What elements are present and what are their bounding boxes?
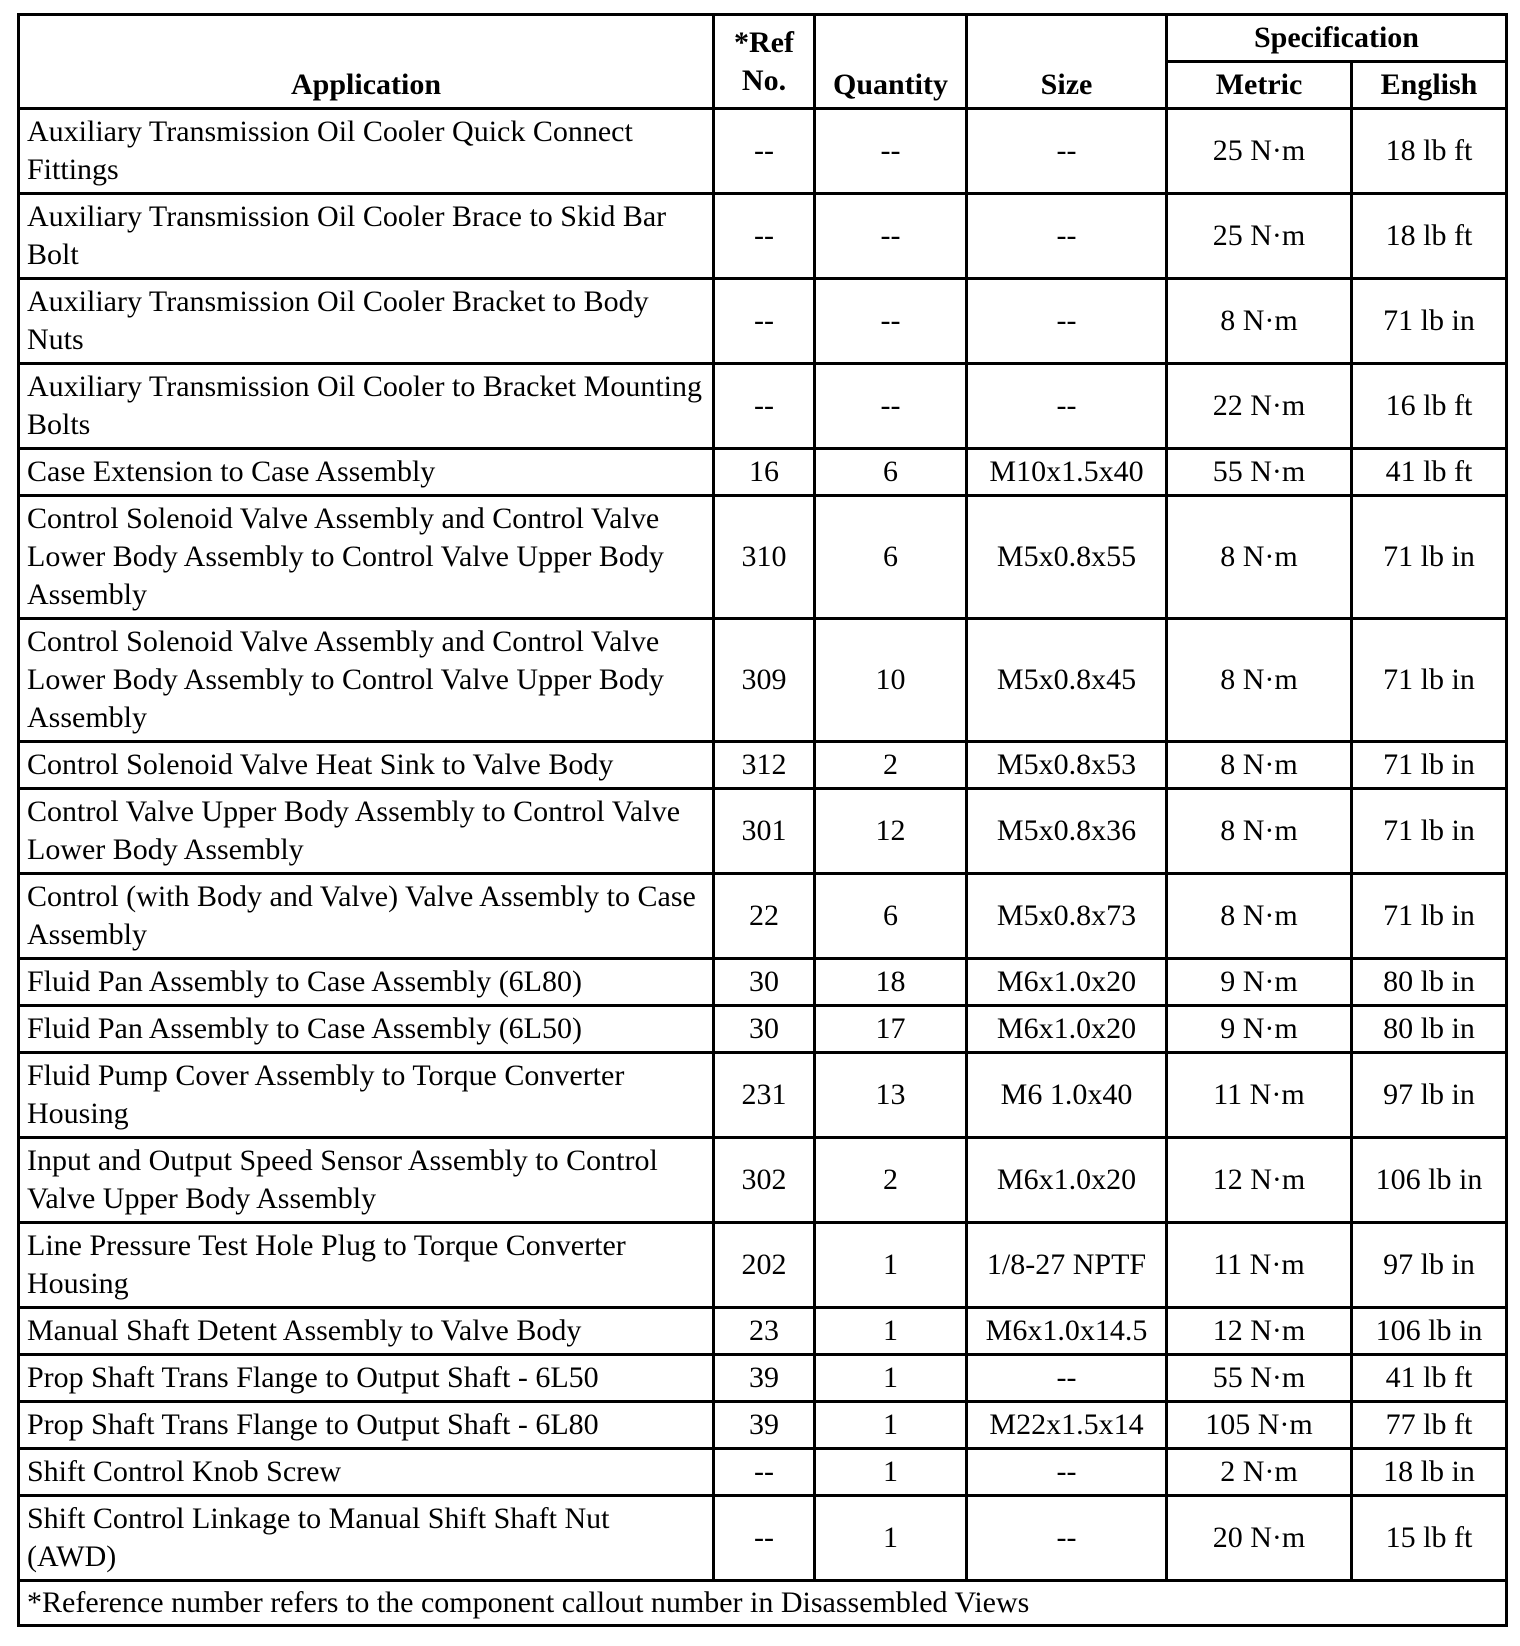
header-quantity: Quantity <box>815 15 967 109</box>
table-row <box>19 449 1507 496</box>
cell-metric: 20 N·m <box>1167 1496 1352 1581</box>
cell-quantity: -- <box>815 279 967 364</box>
cell-size: M5x0.8x53 <box>967 742 1167 789</box>
cell-metric: 11 N·m <box>1167 1223 1352 1308</box>
cell-size: M5x0.8x36 <box>967 789 1167 874</box>
header-size: Size <box>967 15 1167 109</box>
cell-size: 1/8-27 NPTF <box>967 1223 1167 1308</box>
cell-quantity: 17 <box>815 1006 967 1053</box>
cell-metric: 105 N·m <box>1167 1402 1352 1449</box>
cell-metric: 9 N·m <box>1167 1006 1352 1053</box>
cell-quantity: 1 <box>815 1223 967 1308</box>
cell-metric: 8 N·m <box>1167 789 1352 874</box>
cell-english: 80 lb in <box>1352 959 1507 1006</box>
cell-quantity: -- <box>815 364 967 449</box>
cell-english: 71 lb in <box>1352 496 1507 619</box>
cell-application: Auxiliary Transmission Oil Cooler Bracket to Body Nuts <box>19 279 714 364</box>
cell-ref-no: -- <box>714 194 815 279</box>
cell-metric: 55 N·m <box>1167 1355 1352 1402</box>
cell-metric: 8 N·m <box>1167 742 1352 789</box>
cell-application: Case Extension to Case Assembly <box>19 449 714 496</box>
cell-ref-no: 309 <box>714 619 815 742</box>
cell-english: 97 lb in <box>1352 1053 1507 1138</box>
cell-application: Shift Control Linkage to Manual Shift Shaft Nut (AWD) <box>19 1496 714 1581</box>
cell-english: 41 lb ft <box>1352 449 1507 496</box>
cell-quantity: 1 <box>815 1449 967 1496</box>
cell-quantity: 6 <box>815 496 967 619</box>
cell-ref-no: -- <box>714 364 815 449</box>
header-specification: Specification <box>1167 15 1507 62</box>
cell-size: M6x1.0x14.5 <box>967 1308 1167 1355</box>
cell-metric: 2 N·m <box>1167 1449 1352 1496</box>
cell-application: Control Solenoid Valve Assembly and Control Valve Lower Body Assembly to Control Valve Upper Body Assembly <box>19 496 714 619</box>
cell-english: 77 lb ft <box>1352 1402 1507 1449</box>
cell-application: Control Solenoid Valve Assembly and Control Valve Lower Body Assembly to Control Valve Upper Body Assembly <box>19 619 714 742</box>
cell-english: 71 lb in <box>1352 789 1507 874</box>
cell-ref-no: 30 <box>714 959 815 1006</box>
cell-ref-no: -- <box>714 1449 815 1496</box>
cell-application: Shift Control Knob Screw <box>19 1449 714 1496</box>
table-row <box>19 1496 1507 1581</box>
cell-english: 80 lb in <box>1352 1006 1507 1053</box>
table-row <box>19 279 1507 364</box>
cell-size: -- <box>967 1449 1167 1496</box>
header-metric: Metric <box>1167 62 1352 109</box>
cell-ref-no: 301 <box>714 789 815 874</box>
cell-english: 18 lb in <box>1352 1449 1507 1496</box>
cell-ref-no: 23 <box>714 1308 815 1355</box>
cell-ref-no: -- <box>714 279 815 364</box>
cell-application: Control Solenoid Valve Heat Sink to Valve Body <box>19 742 714 789</box>
cell-quantity: 1 <box>815 1308 967 1355</box>
cell-quantity: 2 <box>815 1138 967 1223</box>
cell-metric: 11 N·m <box>1167 1053 1352 1138</box>
table-row <box>19 1006 1507 1053</box>
cell-size: M5x0.8x45 <box>967 619 1167 742</box>
cell-metric: 25 N·m <box>1167 109 1352 194</box>
table-row <box>19 194 1507 279</box>
cell-english: 71 lb in <box>1352 874 1507 959</box>
cell-quantity: 1 <box>815 1355 967 1402</box>
cell-size: M5x0.8x73 <box>967 874 1167 959</box>
cell-english: 71 lb in <box>1352 619 1507 742</box>
table-row <box>19 364 1507 449</box>
header-ref-no: *Ref No. <box>714 15 815 109</box>
cell-size: -- <box>967 1496 1167 1581</box>
table-row <box>19 742 1507 789</box>
cell-english: 71 lb in <box>1352 279 1507 364</box>
cell-size: M10x1.5x40 <box>967 449 1167 496</box>
table-row <box>19 1449 1507 1496</box>
cell-ref-no: -- <box>714 109 815 194</box>
cell-size: -- <box>967 1355 1167 1402</box>
cell-metric: 8 N·m <box>1167 279 1352 364</box>
cell-quantity: -- <box>815 194 967 279</box>
cell-quantity: 1 <box>815 1496 967 1581</box>
cell-metric: 8 N·m <box>1167 496 1352 619</box>
cell-size: M6x1.0x20 <box>967 1138 1167 1223</box>
cell-size: -- <box>967 109 1167 194</box>
cell-quantity: 13 <box>815 1053 967 1138</box>
cell-english: 16 lb ft <box>1352 364 1507 449</box>
cell-quantity: 2 <box>815 742 967 789</box>
cell-application: Auxiliary Transmission Oil Cooler Brace to Skid Bar Bolt <box>19 194 714 279</box>
cell-ref-no: 302 <box>714 1138 815 1223</box>
cell-application: Line Pressure Test Hole Plug to Torque Converter Housing <box>19 1223 714 1308</box>
cell-application: Prop Shaft Trans Flange to Output Shaft - 6L50 <box>19 1355 714 1402</box>
cell-metric: 12 N·m <box>1167 1138 1352 1223</box>
cell-size: M6x1.0x20 <box>967 959 1167 1006</box>
cell-english: 41 lb ft <box>1352 1355 1507 1402</box>
cell-size: M6x1.0x20 <box>967 1006 1167 1053</box>
cell-ref-no: 22 <box>714 874 815 959</box>
cell-metric: 8 N·m <box>1167 619 1352 742</box>
cell-size: M6 1.0x40 <box>967 1053 1167 1138</box>
cell-application: Input and Output Speed Sensor Assembly to Control Valve Upper Body Assembly <box>19 1138 714 1223</box>
cell-metric: 22 N·m <box>1167 364 1352 449</box>
cell-ref-no: -- <box>714 1496 815 1581</box>
cell-ref-no: 39 <box>714 1402 815 1449</box>
cell-quantity: 12 <box>815 789 967 874</box>
cell-size: -- <box>967 194 1167 279</box>
cell-size: -- <box>967 364 1167 449</box>
table-row <box>19 1308 1507 1355</box>
cell-ref-no: 30 <box>714 1006 815 1053</box>
cell-application: Fluid Pan Assembly to Case Assembly (6L80) <box>19 959 714 1006</box>
cell-application: Fluid Pan Assembly to Case Assembly (6L50) <box>19 1006 714 1053</box>
cell-size: M5x0.8x55 <box>967 496 1167 619</box>
cell-metric: 25 N·m <box>1167 194 1352 279</box>
cell-ref-no: 231 <box>714 1053 815 1138</box>
table-row <box>19 496 1507 619</box>
table-row <box>19 619 1507 742</box>
table-row <box>19 109 1507 194</box>
cell-english: 106 lb in <box>1352 1138 1507 1223</box>
table-row <box>19 1138 1507 1223</box>
cell-quantity: -- <box>815 109 967 194</box>
footnote: *Reference number refers to the component callout number in Disassembled Views <box>19 1581 1507 1626</box>
cell-quantity: 10 <box>815 619 967 742</box>
table-row <box>19 1223 1507 1308</box>
cell-quantity: 6 <box>815 874 967 959</box>
cell-application: Prop Shaft Trans Flange to Output Shaft - 6L80 <box>19 1402 714 1449</box>
cell-application: Auxiliary Transmission Oil Cooler Quick Connect Fittings <box>19 109 714 194</box>
cell-english: 71 lb in <box>1352 742 1507 789</box>
table-row <box>19 1053 1507 1138</box>
cell-ref-no: 39 <box>714 1355 815 1402</box>
cell-metric: 9 N·m <box>1167 959 1352 1006</box>
cell-application: Manual Shaft Detent Assembly to Valve Body <box>19 1308 714 1355</box>
table-row <box>19 959 1507 1006</box>
table-row <box>19 1402 1507 1449</box>
cell-metric: 12 N·m <box>1167 1308 1352 1355</box>
cell-english: 18 lb ft <box>1352 109 1507 194</box>
cell-metric: 55 N·m <box>1167 449 1352 496</box>
cell-application: Control Valve Upper Body Assembly to Control Valve Lower Body Assembly <box>19 789 714 874</box>
table-row <box>19 1355 1507 1402</box>
cell-metric: 8 N·m <box>1167 874 1352 959</box>
cell-english: 97 lb in <box>1352 1223 1507 1308</box>
torque-spec-table <box>17 13 1508 1627</box>
cell-english: 15 lb ft <box>1352 1496 1507 1581</box>
cell-ref-no: 310 <box>714 496 815 619</box>
cell-size: M22x1.5x14 <box>967 1402 1167 1449</box>
cell-application: Auxiliary Transmission Oil Cooler to Bracket Mounting Bolts <box>19 364 714 449</box>
table-row <box>19 874 1507 959</box>
cell-english: 18 lb ft <box>1352 194 1507 279</box>
header-english: English <box>1352 62 1507 109</box>
cell-quantity: 18 <box>815 959 967 1006</box>
cell-english: 106 lb in <box>1352 1308 1507 1355</box>
cell-application: Control (with Body and Valve) Valve Assembly to Case Assembly <box>19 874 714 959</box>
header-application: Application <box>19 15 714 109</box>
cell-ref-no: 312 <box>714 742 815 789</box>
cell-quantity: 6 <box>815 449 967 496</box>
cell-ref-no: 202 <box>714 1223 815 1308</box>
cell-quantity: 1 <box>815 1402 967 1449</box>
cell-ref-no: 16 <box>714 449 815 496</box>
cell-application: Fluid Pump Cover Assembly to Torque Converter Housing <box>19 1053 714 1138</box>
cell-size: -- <box>967 279 1167 364</box>
table-row <box>19 789 1507 874</box>
